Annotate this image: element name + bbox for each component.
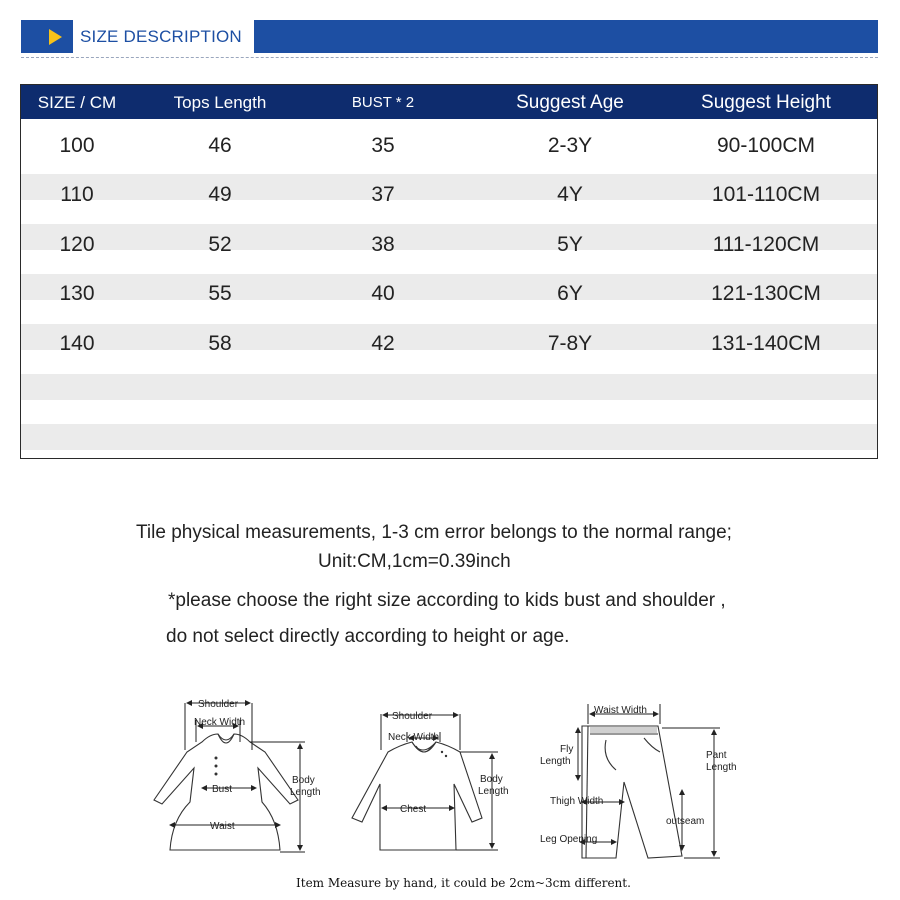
cell-suggest-height: 90-100CM xyxy=(716,134,816,157)
cell-suggest-age: 6Y xyxy=(557,282,583,305)
cell-tops-length: 55 xyxy=(208,282,232,305)
note-line-3: *please choose the right size according to kids bust and shoulder , xyxy=(168,590,726,611)
cell-size: 140 xyxy=(59,332,95,355)
dress-waist-label: Waist xyxy=(210,821,235,832)
note-line-1: Tile physical measurements, 1-3 cm error belongs to the normal range; xyxy=(136,522,732,543)
pants-pant-length-label-2: Length xyxy=(706,762,737,773)
pants-leg-opening-label: Leg Opening xyxy=(540,834,598,845)
pants-outseam-label: outseam xyxy=(666,816,705,827)
cell-size: 110 xyxy=(60,183,94,206)
row-stripe xyxy=(21,424,877,450)
cell-bust: 42 xyxy=(371,332,395,355)
column-header-suggest-age: Suggest Age xyxy=(516,92,624,113)
pants-pant-length-label: Pant xyxy=(706,750,727,761)
diagram-caption: Item Measure by hand, it could be 2cm~3cm different. xyxy=(296,876,631,890)
cell-bust: 37 xyxy=(371,183,395,206)
header-icon-box xyxy=(21,20,73,53)
pants-thigh-width-label: Thigh Width xyxy=(550,796,604,807)
cell-suggest-age: 5Y xyxy=(557,233,583,256)
pants-waist-width-label: Waist Width xyxy=(594,705,647,716)
row-stripe xyxy=(21,374,877,400)
cell-tops-length: 46 xyxy=(208,134,232,157)
dress-neck-width-label: Neck Width xyxy=(194,717,246,728)
dress-body-length-label: Body xyxy=(292,775,315,786)
cell-tops-length: 58 xyxy=(208,332,232,355)
dotted-divider xyxy=(21,57,878,58)
table-row xyxy=(21,131,877,161)
dress-buttons xyxy=(215,757,218,776)
table-row xyxy=(21,279,877,309)
top-body-length-label: Body xyxy=(480,774,503,785)
top-buttons xyxy=(441,751,447,757)
table-header xyxy=(21,85,877,119)
cell-suggest-height: 101-110CM xyxy=(711,183,821,206)
table-row xyxy=(21,230,877,260)
cell-size: 120 xyxy=(59,233,95,256)
pants-fly-length-label-2: Length xyxy=(540,756,571,767)
cell-suggest-age: 2-3Y xyxy=(547,134,593,157)
top-figure xyxy=(352,742,482,850)
column-header-size: SIZE / CM xyxy=(37,93,117,112)
top-shoulder-label: Shoulder xyxy=(392,711,433,722)
top-body-length-label-2: Length xyxy=(478,786,509,797)
note-line-2: Unit:CM,1cm=0.39inch xyxy=(318,551,511,572)
note-line-4: do not select directly according to height or age. xyxy=(166,626,570,647)
size-table xyxy=(20,84,878,459)
dress-body-length-label-2: Length xyxy=(290,787,321,798)
pants-fly-length-label: Fly xyxy=(560,744,574,755)
cell-suggest-height: 111-120CM xyxy=(712,233,820,256)
cell-bust: 38 xyxy=(371,233,395,256)
column-header-suggest-height: Suggest Height xyxy=(701,92,831,113)
play-arrow-icon xyxy=(49,29,62,45)
dress-shoulder-label: Shoulder xyxy=(198,699,239,710)
cell-bust: 40 xyxy=(371,282,395,305)
table-row xyxy=(21,329,877,359)
top-chest-label: Chest xyxy=(400,804,427,815)
cell-suggest-age: 7-8Y xyxy=(547,332,593,355)
cell-suggest-height: 131-140CM xyxy=(711,332,821,355)
top-neck-width-label: Neck Width xyxy=(388,732,440,743)
cell-tops-length: 52 xyxy=(208,233,232,256)
cell-size: 130 xyxy=(59,282,95,305)
measurement-diagram xyxy=(130,690,770,875)
table-row xyxy=(21,180,877,210)
cell-size: 100 xyxy=(59,134,95,157)
cell-suggest-age: 4Y xyxy=(557,183,583,206)
cell-tops-length: 49 xyxy=(208,183,232,206)
section-header xyxy=(21,20,878,53)
column-header-tops-length: Tops Length xyxy=(173,93,267,112)
cell-suggest-height: 121-130CM xyxy=(711,282,821,305)
cell-bust: 35 xyxy=(371,134,395,157)
dress-bust-label: Bust xyxy=(212,784,233,795)
pants-waistband xyxy=(590,727,657,733)
section-title: SIZE DESCRIPTION xyxy=(77,20,252,53)
column-header-bust: BUST * 2 xyxy=(351,94,415,111)
header-bar xyxy=(254,20,878,53)
